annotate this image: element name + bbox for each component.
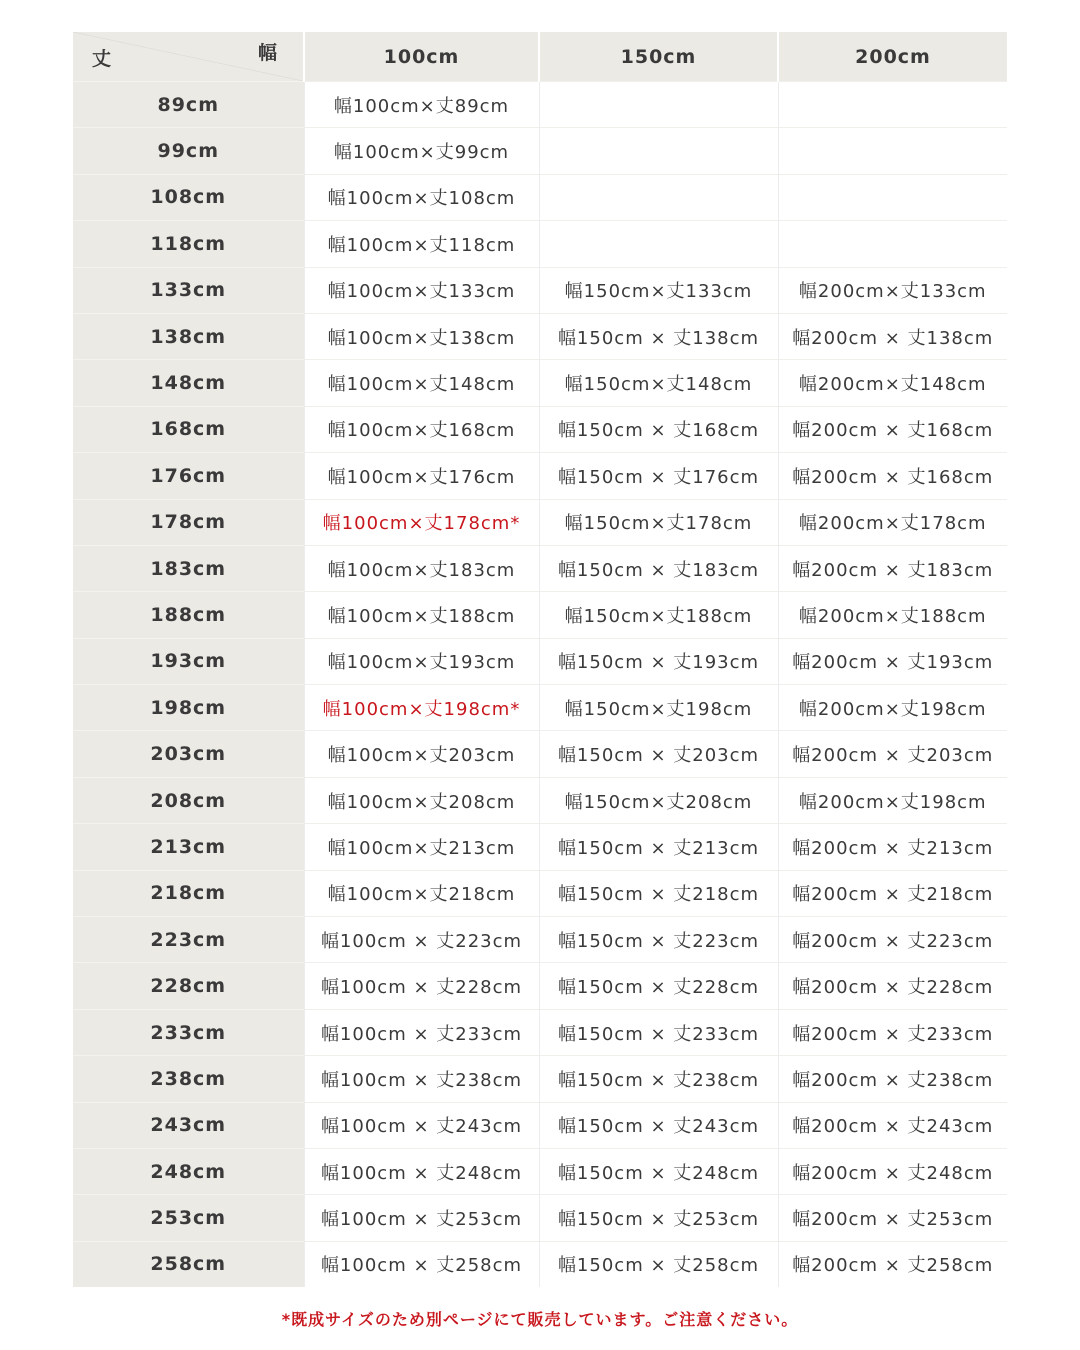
row-header-height: 89cm bbox=[73, 82, 304, 128]
row-header-height: 208cm bbox=[73, 777, 304, 823]
size-cell: 幅100cm×丈176cm bbox=[304, 453, 539, 499]
size-cell: 幅200cm × 丈248cm bbox=[778, 1148, 1007, 1194]
size-cell: 幅150cm×丈198cm bbox=[539, 685, 778, 731]
table-row bbox=[73, 221, 1007, 267]
size-cell: 幅150cm × 丈203cm bbox=[539, 731, 778, 777]
size-cell: 幅150cm × 丈223cm bbox=[539, 917, 778, 963]
size-cell: 幅100cm×丈99cm bbox=[304, 128, 539, 174]
row-header-height: 213cm bbox=[73, 824, 304, 870]
size-cell: 幅150cm × 丈233cm bbox=[539, 1009, 778, 1055]
row-header-height: 258cm bbox=[73, 1241, 304, 1287]
table-row bbox=[73, 592, 1007, 638]
row-header-height: 233cm bbox=[73, 1009, 304, 1055]
size-cell: 幅200cm×丈178cm bbox=[778, 499, 1007, 545]
table-row bbox=[73, 1195, 1007, 1241]
row-header-height: 183cm bbox=[73, 545, 304, 591]
table-row bbox=[73, 82, 1007, 128]
size-cell: 幅100cm×丈208cm bbox=[304, 777, 539, 823]
size-cell: 幅150cm × 丈218cm bbox=[539, 870, 778, 916]
size-cell: 幅100cm × 丈238cm bbox=[304, 1056, 539, 1102]
row-header-height: 238cm bbox=[73, 1056, 304, 1102]
size-cell bbox=[539, 174, 778, 220]
size-cell: 幅100cm×丈138cm bbox=[304, 313, 539, 359]
corner-cell bbox=[73, 32, 304, 82]
size-cell: 幅150cm×丈133cm bbox=[539, 267, 778, 313]
size-cell: 幅100cm×丈218cm bbox=[304, 870, 539, 916]
size-cell: 幅100cm×丈183cm bbox=[304, 545, 539, 591]
row-header-height: 253cm bbox=[73, 1195, 304, 1241]
size-cell: 幅200cm × 丈243cm bbox=[778, 1102, 1007, 1148]
size-cell: 幅100cm × 丈248cm bbox=[304, 1148, 539, 1194]
table-row bbox=[73, 499, 1007, 545]
table-row bbox=[73, 638, 1007, 684]
size-cell: 幅200cm×丈188cm bbox=[778, 592, 1007, 638]
table-row bbox=[73, 685, 1007, 731]
table-row bbox=[73, 453, 1007, 499]
size-cell: 幅150cm × 丈258cm bbox=[539, 1241, 778, 1287]
size-cell: 幅100cm × 丈253cm bbox=[304, 1195, 539, 1241]
size-cell: 幅100cm×丈178cm* bbox=[304, 499, 539, 545]
row-header-height: 223cm bbox=[73, 917, 304, 963]
size-cell: 幅200cm × 丈168cm bbox=[778, 453, 1007, 499]
row-header-height: 118cm bbox=[73, 221, 304, 267]
header-row bbox=[73, 32, 1007, 82]
column-header-width: 200cm bbox=[778, 32, 1007, 82]
row-header-height: 168cm bbox=[73, 406, 304, 452]
row-header-height: 148cm bbox=[73, 360, 304, 406]
size-cell: 幅150cm × 丈168cm bbox=[539, 406, 778, 452]
row-header-height: 176cm bbox=[73, 453, 304, 499]
size-cell: 幅200cm × 丈203cm bbox=[778, 731, 1007, 777]
size-cell: 幅100cm×丈203cm bbox=[304, 731, 539, 777]
size-cell: 幅150cm × 丈248cm bbox=[539, 1148, 778, 1194]
note-text: *既成サイズのため別ページにて販売しています。ご注意ください。 bbox=[281, 1310, 799, 1329]
table-row bbox=[73, 1102, 1007, 1148]
size-cell: 幅100cm×丈213cm bbox=[304, 824, 539, 870]
corner-height-label: 丈 bbox=[92, 48, 113, 70]
size-cell: 幅200cm×丈198cm bbox=[778, 777, 1007, 823]
size-cell: 幅100cm × 丈233cm bbox=[304, 1009, 539, 1055]
table-row bbox=[73, 267, 1007, 313]
size-cell: 幅100cm × 丈258cm bbox=[304, 1241, 539, 1287]
table-row bbox=[73, 1241, 1007, 1287]
size-cell: 幅150cm × 丈238cm bbox=[539, 1056, 778, 1102]
size-cell: 幅100cm×丈133cm bbox=[304, 267, 539, 313]
table-row bbox=[73, 963, 1007, 1009]
size-cell: 幅200cm × 丈168cm bbox=[778, 406, 1007, 452]
table-row bbox=[73, 1056, 1007, 1102]
size-cell: 幅100cm × 丈223cm bbox=[304, 917, 539, 963]
size-cell: 幅150cm×丈188cm bbox=[539, 592, 778, 638]
row-header-height: 99cm bbox=[73, 128, 304, 174]
size-cell bbox=[539, 82, 778, 128]
size-cell: 幅200cm × 丈238cm bbox=[778, 1056, 1007, 1102]
row-header-height: 248cm bbox=[73, 1148, 304, 1194]
table-row bbox=[73, 545, 1007, 591]
size-cell: 幅200cm×丈198cm bbox=[778, 685, 1007, 731]
size-cell: 幅200cm × 丈233cm bbox=[778, 1009, 1007, 1055]
row-header-height: 193cm bbox=[73, 638, 304, 684]
table-row bbox=[73, 1148, 1007, 1194]
row-header-height: 198cm bbox=[73, 685, 304, 731]
table-body bbox=[73, 82, 1007, 1288]
size-cell bbox=[539, 221, 778, 267]
size-cell: 幅200cm×丈148cm bbox=[778, 360, 1007, 406]
size-cell: 幅150cm × 丈228cm bbox=[539, 963, 778, 1009]
table-row bbox=[73, 1009, 1007, 1055]
table-row bbox=[73, 360, 1007, 406]
size-cell: 幅100cm×丈188cm bbox=[304, 592, 539, 638]
size-cell: 幅150cm × 丈138cm bbox=[539, 313, 778, 359]
table-row bbox=[73, 870, 1007, 916]
size-cell: 幅200cm × 丈253cm bbox=[778, 1195, 1007, 1241]
size-cell: 幅150cm × 丈213cm bbox=[539, 824, 778, 870]
table-row bbox=[73, 128, 1007, 174]
size-cell bbox=[778, 128, 1007, 174]
size-cell: 幅100cm×丈118cm bbox=[304, 221, 539, 267]
column-header-width: 150cm bbox=[539, 32, 778, 82]
size-cell: 幅150cm × 丈193cm bbox=[539, 638, 778, 684]
row-header-height: 243cm bbox=[73, 1102, 304, 1148]
table-row bbox=[73, 174, 1007, 220]
size-cell: 幅200cm × 丈258cm bbox=[778, 1241, 1007, 1287]
size-cell: 幅100cm×丈89cm bbox=[304, 82, 539, 128]
size-cell: 幅150cm×丈178cm bbox=[539, 499, 778, 545]
row-header-height: 178cm bbox=[73, 499, 304, 545]
row-header-height: 108cm bbox=[73, 174, 304, 220]
row-header-height: 133cm bbox=[73, 267, 304, 313]
row-header-height: 138cm bbox=[73, 313, 304, 359]
row-header-height: 203cm bbox=[73, 731, 304, 777]
row-header-height: 218cm bbox=[73, 870, 304, 916]
size-table bbox=[73, 32, 1007, 1287]
corner-width-label: 幅 bbox=[257, 42, 278, 64]
row-header-height: 188cm bbox=[73, 592, 304, 638]
row-header-height: 228cm bbox=[73, 963, 304, 1009]
size-cell: 幅200cm × 丈218cm bbox=[778, 870, 1007, 916]
table-row bbox=[73, 824, 1007, 870]
size-cell: 幅100cm×丈108cm bbox=[304, 174, 539, 220]
size-cell: 幅100cm×丈198cm* bbox=[304, 685, 539, 731]
size-cell: 幅200cm×丈133cm bbox=[778, 267, 1007, 313]
table-row bbox=[73, 777, 1007, 823]
size-cell: 幅200cm × 丈213cm bbox=[778, 824, 1007, 870]
size-cell bbox=[778, 82, 1007, 128]
size-cell: 幅150cm×丈208cm bbox=[539, 777, 778, 823]
size-cell: 幅150cm × 丈183cm bbox=[539, 545, 778, 591]
size-cell: 幅100cm × 丈243cm bbox=[304, 1102, 539, 1148]
size-cell: 幅100cm × 丈228cm bbox=[304, 963, 539, 1009]
size-cell: 幅200cm × 丈193cm bbox=[778, 638, 1007, 684]
table-header bbox=[73, 32, 1007, 82]
size-cell bbox=[539, 128, 778, 174]
size-cell: 幅150cm × 丈243cm bbox=[539, 1102, 778, 1148]
size-cell: 幅100cm×丈193cm bbox=[304, 638, 539, 684]
table-row bbox=[73, 406, 1007, 452]
size-cell: 幅100cm×丈168cm bbox=[304, 406, 539, 452]
size-cell: 幅200cm × 丈223cm bbox=[778, 917, 1007, 963]
table-row bbox=[73, 917, 1007, 963]
column-header-width: 100cm bbox=[304, 32, 539, 82]
size-cell bbox=[778, 174, 1007, 220]
table-row bbox=[73, 731, 1007, 777]
size-cell: 幅200cm × 丈138cm bbox=[778, 313, 1007, 359]
size-cell: 幅100cm×丈148cm bbox=[304, 360, 539, 406]
size-cell: 幅150cm × 丈176cm bbox=[539, 453, 778, 499]
size-cell: 幅200cm × 丈228cm bbox=[778, 963, 1007, 1009]
size-cell: 幅150cm×丈148cm bbox=[539, 360, 778, 406]
size-cell bbox=[778, 221, 1007, 267]
size-cell: 幅150cm × 丈253cm bbox=[539, 1195, 778, 1241]
table-row bbox=[73, 313, 1007, 359]
size-cell: 幅200cm × 丈183cm bbox=[778, 545, 1007, 591]
